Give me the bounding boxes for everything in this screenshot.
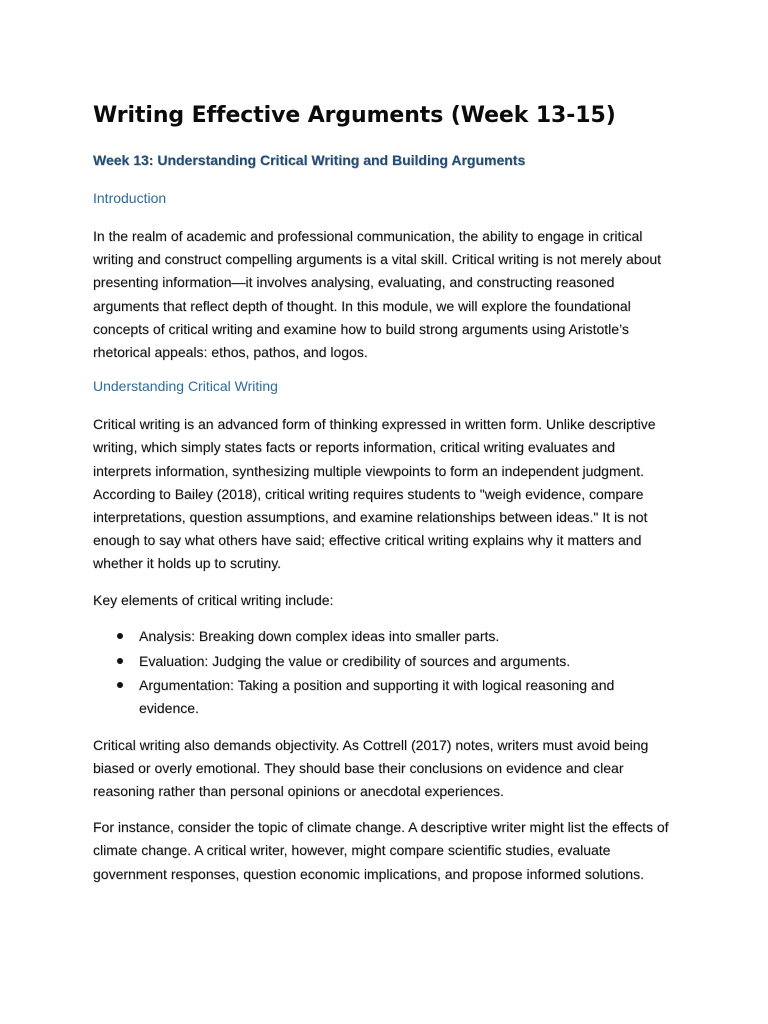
key-elements-intro: Key elements of critical writing include: [93, 591, 334, 608]
bullet-icon [117, 633, 123, 639]
list-item [139, 650, 676, 673]
bullet-icon [117, 658, 123, 664]
key-elements-list [93, 625, 676, 721]
critical-writing-paragraph: Critical writing is an advanced form of thinking expressed in written form. Unlike descriptive writing, which simply states facts or reports information, critical writing evaluates and interprets information, synthesizing multiple viewpoints to form an independent judgment. According to Bailey (2018), critical writing requires students to "weigh evidence, compare interpretations, question assumptions, and examine relationships between ideas." It is not enough to say what others have said; effective critical writing explains why it matters and whether it holds up to scrutiny. [93, 416, 656, 572]
bullet-icon [117, 682, 123, 688]
list-item-text: Evaluation: Judging the value or credibility of sources and arguments. [139, 652, 571, 669]
list-item-text: Argumentation: Taking a position and supporting it with logical reasoning and evidence. [139, 677, 615, 717]
critical-writing-heading: Understanding Critical Writing [93, 378, 278, 395]
page-title: Writing Effective Arguments (Week 13-15) [93, 103, 616, 128]
list-item [139, 625, 676, 648]
introduction-heading: Introduction [93, 190, 167, 206]
section-heading: Week 13: Understanding Critical Writing and Building Arguments [93, 152, 526, 168]
introduction-paragraph: In the realm of academic and professional communication, the ability to engage in critical writing and construct compelling arguments is a vital skill. Critical writing is not merely about presenting information—it involves analysing, evaluating, and constructing reasoned arguments that reflect depth of thought. In this module, we will explore the foundational concepts of critical writing and examine how to build strong arguments using Aristotle’s rhetorical appeals: ethos, pathos, and logos. [93, 228, 661, 361]
list-item-text: Analysis: Breaking down complex ideas into smaller parts. [139, 627, 500, 644]
objectivity-paragraph: Critical writing also demands objectivity. As Cottrell (2017) notes, writers must avoid being biased or overly emotional. They should base their conclusions on evidence and clear reasoning rather than personal opinions or anecdotal experiences. [93, 736, 649, 800]
list-item [139, 674, 676, 720]
example-paragraph: For instance, consider the topic of climate change. A descriptive writer might list the effects of climate change. A critical writer, however, might compare scientific studies, evaluate government responses, question economic implications, and propose informed solutions. [93, 819, 669, 882]
